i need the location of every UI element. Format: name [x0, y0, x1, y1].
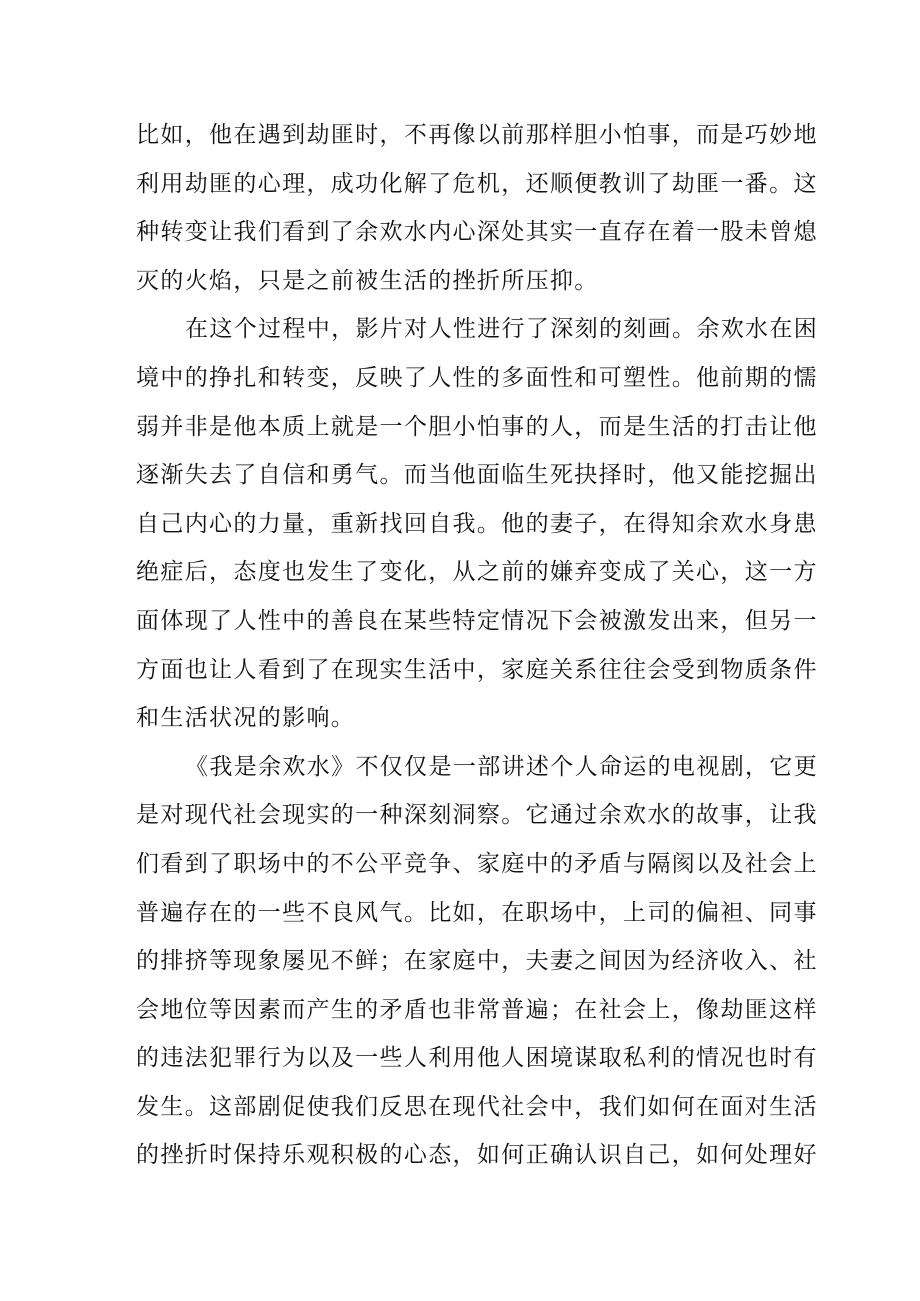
text-line: 发生。这部剧促使我们反思在现代社会中，我们如何在面对生活	[136, 1093, 818, 1120]
paragraph-1	[136, 111, 818, 305]
text-line: 的挫折时保持乐观积极的心态，如何正确认识自己，如何处理好	[136, 1142, 818, 1169]
text-line: 利用劫匪的心理，成功化解了危机，还顺便教训了劫匪一番。这	[136, 170, 818, 197]
text-line: 灭的火焰，只是之前被生活的挫折所压抑。	[136, 267, 599, 294]
text-line: 种转变让我们看到了余欢水内心深处其实一直存在着一股未曾熄	[136, 219, 818, 246]
text-line: 在这个过程中，影片对人性进行了深刻的刻画。余欢水在困	[185, 316, 819, 343]
text-line: 《我是余欢水》不仅仅是一部讲述个人命运的电视剧，它更	[185, 753, 819, 780]
paragraph-3	[136, 743, 819, 1180]
text-line: 的排挤等现象屡见不鲜；在家庭中，夫妻之间因为经济收入、社	[136, 948, 818, 975]
text-line: 的违法犯罪行为以及一些人利用他人困境谋取私利的情况也时有	[136, 1045, 818, 1072]
text-line: 逐渐失去了自信和勇气。而当他面临生死抉择时，他又能挖掘出	[136, 462, 818, 489]
text-line: 比如，他在遇到劫匪时，不再像以前那样胆小怕事，而是巧妙地	[136, 122, 818, 148]
text-line: 们看到了职场中的不公平竞争、家庭中的矛盾与隔阂以及社会上	[136, 850, 818, 877]
text-line: 自己内心的力量，重新找回自我。他的妻子，在得知余欢水身患	[136, 510, 818, 537]
text-line: 弱并非是他本质上就是一个胆小怕事的人，而是生活的打击让他	[136, 413, 818, 440]
text-line: 方面也让人看到了在现实生活中，家庭关系往往会受到物质条件	[136, 656, 818, 683]
text-line: 会地位等因素而产生的矛盾也非常普遍；在社会上，像劫匪这样	[136, 996, 818, 1023]
text-line: 是对现代社会现实的一种深刻洞察。它通过余欢水的故事，让我	[136, 802, 818, 829]
text-line: 绝症后，态度也发生了变化，从之前的嫌弃变成了关心，这一方	[136, 559, 818, 586]
text-line: 境中的挣扎和转变，反映了人性的多面性和可塑性。他前期的懦	[136, 364, 818, 391]
text-line: 普遍存在的一些不良风气。比如，在职场中，上司的偏袒、同事	[136, 899, 818, 926]
text-line: 和生活状况的影响。	[136, 705, 356, 732]
text-line: 面体现了人性中的善良在某些特定情况下会被激发出来，但另一	[136, 607, 818, 634]
document-body	[136, 111, 819, 1180]
paragraph-2	[136, 305, 819, 742]
